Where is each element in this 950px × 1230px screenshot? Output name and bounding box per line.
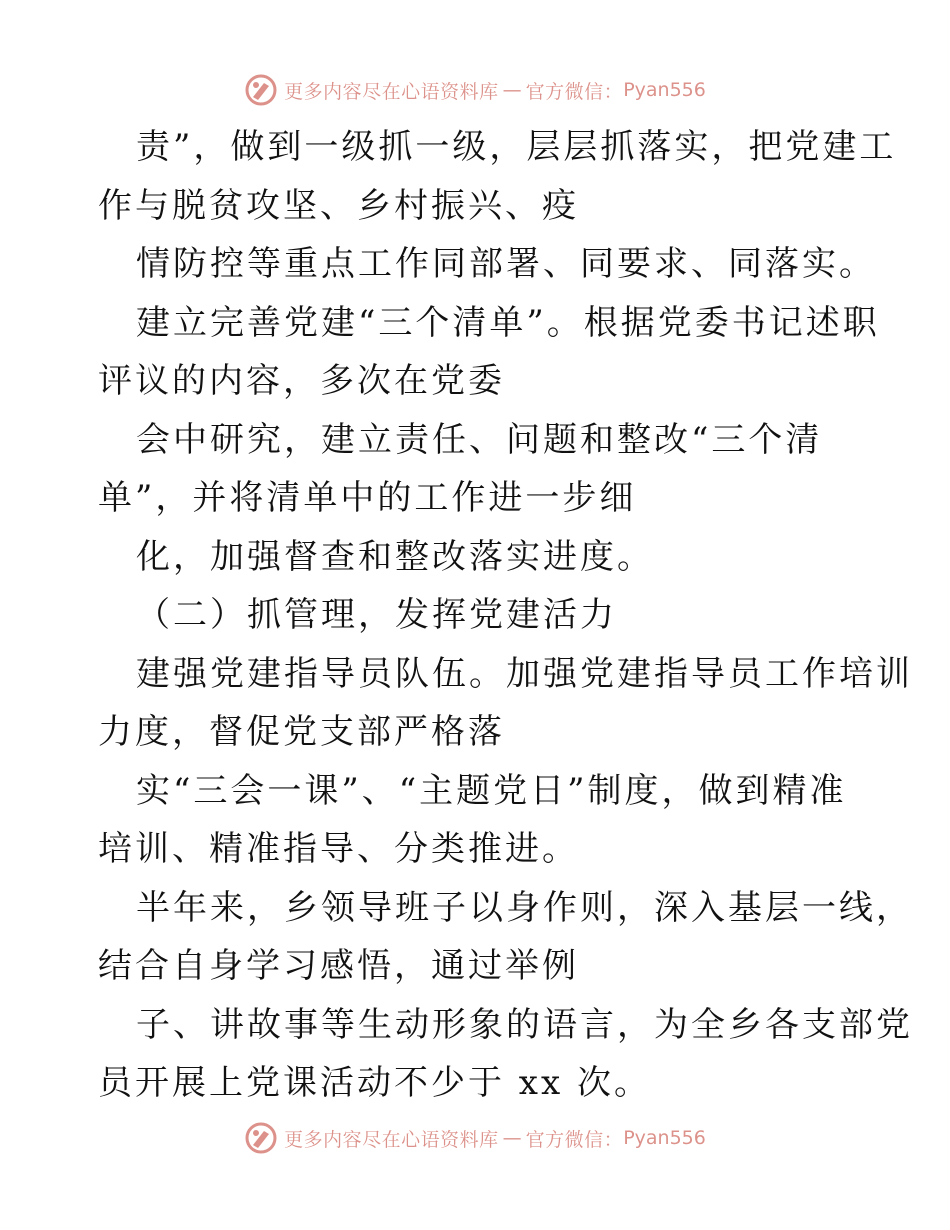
text-line: 会中研究，建立责任、问题和整改“三个清 <box>136 419 823 460</box>
watermark-wechat-label: 官方微信： <box>525 80 624 103</box>
text-line: 责”，做到一级抓一级，层层抓落实，把党建工 <box>136 127 897 167</box>
watermark-wechat-label: 官方微信： <box>525 1128 624 1151</box>
text-line: 情防控等重点工作同部署、同要求、同落实。 <box>136 244 876 284</box>
brand-logo-icon <box>244 73 278 107</box>
text-line: 建立完善党建“三个清单”。根据党委书记述职 <box>136 302 880 343</box>
text-line: 实“三会一课”、“主题党日”制度，做到精准 <box>136 770 847 811</box>
text-line: 员开展上党课活动不少于 xx 次。 <box>98 1063 651 1103</box>
brand-logo-icon <box>244 1121 278 1155</box>
document-body <box>98 118 913 1113</box>
text-line: 培训、精准指导、分类推进。 <box>98 829 579 869</box>
text-line: 力度，督促党支部严格落 <box>98 712 505 752</box>
watermark-separator: — <box>502 1127 522 1149</box>
text-line: 建强党建指导员队伍。加强党建指导员工作培训 <box>136 653 913 694</box>
text-line: 评议的内容，多次在党委 <box>98 361 505 401</box>
watermark-separator: — <box>502 79 522 101</box>
watermark-text: 更多内容尽在心语资料库 <box>284 1128 499 1151</box>
header-watermark <box>0 70 950 110</box>
text-line: 半年来，乡领导班子以身作则，深入基层一线， <box>136 887 913 928</box>
text-line: 结合自身学习感悟，通过举例 <box>98 946 579 986</box>
watermark-text: 更多内容尽在心语资料库 <box>284 80 499 103</box>
watermark-wechat-id: Pyan556 <box>623 79 706 101</box>
text-line: 化，加强督查和整改落实进度。 <box>136 536 654 577</box>
text-line: 单”，并将清单中的工作进一步细 <box>98 478 637 518</box>
text-line: 子、讲故事等生动形象的语言，为全乡各支部党 <box>136 1004 913 1045</box>
watermark-wechat-id: Pyan556 <box>623 1127 706 1149</box>
text-line: 作与脱贫攻坚、乡村振兴、疫 <box>98 185 579 226</box>
footer-watermark <box>0 1118 950 1158</box>
section-heading: （二）抓管理，发挥党建活力 <box>136 595 617 635</box>
